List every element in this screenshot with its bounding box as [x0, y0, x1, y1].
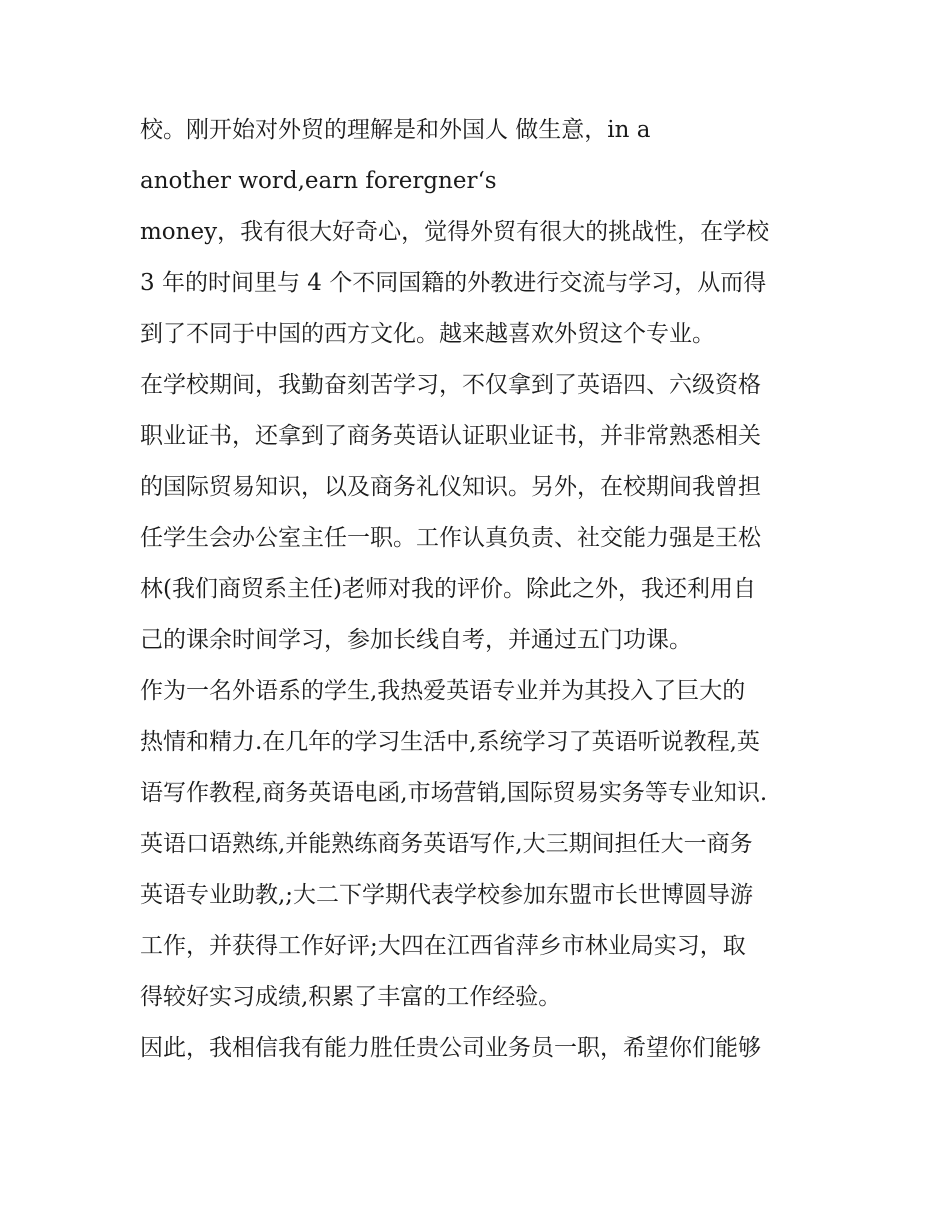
text-line: 语写作教程,商务英语电函,市场营销,国际贸易实务等专业知识.: [140, 780, 768, 806]
text-line: 英语专业助教,;大二下学期代表学校参加东盟市长世博圆导游: [140, 882, 754, 908]
text-line: 3 年的时间里与 4 个不同国籍的外教进行交流与学习，从而得: [140, 270, 767, 296]
text-line: money，我有很大好奇心，觉得外贸有很大的挑战性，在学校: [140, 219, 770, 245]
text-line: 己的课余时间学习，参加长线自考，并通过五门功课。: [140, 627, 692, 653]
text-line: 英语口语熟练,并能熟练商务英语写作,大三期间担任大一商务: [140, 831, 753, 857]
text-line: 任学生会办公室主任一职。工作认真负责、社交能力强是王松: [140, 525, 761, 551]
text-line: 在学校期间，我勤奋刻苦学习，不仅拿到了英语四、六级资格: [140, 372, 761, 398]
text-line: another word,earn forergner‘s: [140, 168, 497, 194]
text-line: 得较好实习成绩,积累了丰富的工作经验。: [140, 984, 562, 1010]
text-line: 热情和精力.在几年的学习生活中,系统学习了英语听说教程,英: [140, 729, 760, 755]
text-line: 的国际贸易知识，以及商务礼仪知识。另外，在校期间我曾担: [140, 474, 761, 500]
document-body: [140, 105, 830, 1074]
text-line: 职业证书，还拿到了商务英语认证职业证书，并非常熟悉相关: [140, 423, 761, 449]
text-line: 因此，我相信我有能力胜任贵公司业务员一职，希望你们能够: [140, 1035, 761, 1061]
text-line: 到了不同于中国的西方文化。越来越喜欢外贸这个专业。: [140, 321, 715, 347]
text-line: 林(我们商贸系主任)老师对我的评价。除此之外，我还利用自: [140, 576, 756, 602]
text-line: 校。刚开始对外贸的理解是和外国人 做生意，in a: [140, 117, 651, 143]
text-line: 工作，并获得工作好评;大四在江西省萍乡市林业局实习，取: [140, 933, 746, 959]
text-line: 作为一名外语系的学生,我热爱英语专业并为其投入了巨大的: [140, 678, 746, 704]
